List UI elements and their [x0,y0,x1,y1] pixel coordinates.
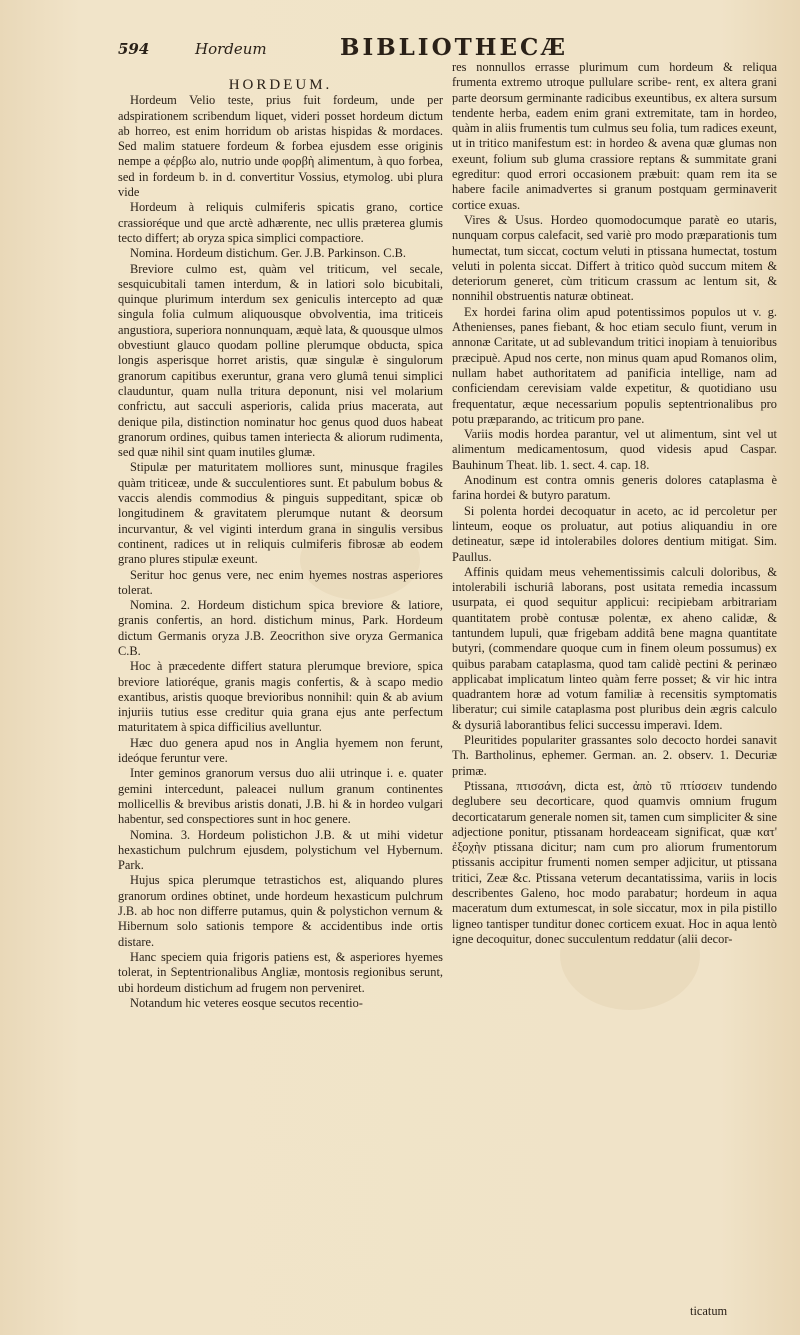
paragraph: Nomina. 3. Hordeum polistichon J.B. & ut mihi videtur hexastichum pulchrum ejusdem, polystichum vel Hybernum. Park. [118,827,443,873]
paragraph: Pleuritides populariter grassantes solo decocto hordei sanavit Th. Bartholinus, ephemer. German. an. 2. observ. 1. Decuriæ primæ. [452,733,777,778]
paragraph: Variis modis hordea parantur, vel ut alimentum, sint vel ut alimentum medicamentosum, quod videsis apud Caspar. Bauhinum Theat. lib. 1. sect. 4. cap. 18. [452,427,777,472]
right-column [452,60,777,947]
paragraph: Hanc speciem quia frigoris patiens est, & asperiores hyemes tolerat, in Septentrionalibus Angliæ, montosis regionibus serunt, ubi hordeum distichum ad frugem non perveniret. [118,949,443,995]
paragraph: Ptissana, πτισσάνη, dicta est, ἀπὸ τῦ πτίσσειν tundendo deglubere seu decorticare, quod quamvis omnium frugum decorticatarum generale nomen sit, tamen cum simpliciter & sine adjectione ponitur, ptissanam hordeaceam significat, quæ κατ' ἐξοχὴν ptissana dicitur; nam cum pro aliorum frumentorum ptissanis accipitur frumenti nomen semper adjicitur, ut ptissana tritici, Zeæ &c. Ptissana veterum decantatissima, variis in locis describentes Galeno, hoc modo parabatur; hordeum in aqua maceratum dum extumescat, in sole siccatur, mox in pila pistillo ligneo tantisper tunditur donec corticem exuat. Hoc in aqua lentò igne decoquitur, donec succulentum reddatur (alii decor- [452,778,777,946]
paragraph: Vires & Usus. Hordeo quomodocumque paratè eo utaris, nunquam corpus calefacit, sed variè pro modo præparationis tum humectat, tum siccat, coctum veluti in ptissana humectat, tostum veluti in polenta siccat. Differt à tritico quòd succum mitem & deteriorum generet, cùm triticum crassum ac lentum sit, & nonnihil obstruentis naturæ obtineat. [452,212,777,304]
paragraph: Nomina. 2. Hordeum distichum spica breviore & latiore, granis confertis, an hord. distichum minus, Park. Hordeum dictum Germanis oryza J.B. Zeocrithon sive oryza Germanica C.B. [118,598,443,658]
section-title: HORDEUM. [228,77,333,93]
paragraph: Affinis quidam meus vehementissimis calculi doloribus, & intolerabili ischuriâ laborans, post usitata remedia incassum usurpata, ei quod sequitur applicui: recipiebam arbitrariam quantitatem probè contusæ polentæ, ex aheno calidæ, & tantundem lupuli, quæ frigebam additâ bene magna quantitate butyri, (commendare quoque cum in finem oleum possumus) ex quibus parabam cataplasma, quod tam calidè pectini & perinæo applicabat implicatum linteo quàm ferre posset; & vir hic intra quadrantem horæ ad votum familiæ à recensitis symptomatis liberatur; cui simile cataplasma post pluribus dein ægris calculo & dysuriâ laborantibus felici successu imperavi. Idem. [452,564,777,732]
paragraph: Hordeum Velio teste, prius fuit fordeum, unde per adspirationem scribendum liquet, videri posset hordeum dictum ab horreo, est enim horridum ob aristas hispidas & mordaces. Sed malim statuere fordeum & forbea ejusdem esse originis nempe a φέρβω alo, nutrio unde φορβὴ alimentum, à quo forbea, sed in fordeum b. in d. convertitur Vossius, etymolog. ubi plura vide [118,93,443,200]
paragraph: Breviore culmo est, quàm vel triticum, vel secale, sesquicubitali tamen interdum, & in latiori solo bicubitali, quinque plurimum interdum sex geniculis intercepto ad quæ singula folia culmum aliquousque obvolventia, ima triticeis angustiora, superiora nonnunquam, æquè lata, & quousque ulmos obvestiunt glauco quodam polline plerumque obducta, spica longis asperisque horret aristis, quæ singulæ è singulorum granorum capitibus exeruntur, grana vero glumâ tenui simplici clauduntur, quam nulla tritura deponunt, nisi vel molarium confrictu, aut sacculi asperioris, calida prius macerata, aut denique pila, distinction nominatur hoc genus quod duos habeat granorum ordines, quibus tamen interiecta & aliorum rudimenta, sed quæ nihil sint quam inutiles glumæ. [118,261,443,460]
paragraph: Nomina. Hordeum distichum. Ger. J.B. Parkinson. C.B. [130,246,407,261]
paragraph: Hordeum à reliquis culmiferis spicatis grano, cortice crassioréque und que arctè adhærente, nec ullis præterea glumis tecto differt; ab oryza spica simplici compactiore. [118,200,443,245]
book-title: BIBLIOTHECÆ [340,34,569,61]
paragraph: Stipulæ per maturitatem molliores sunt, minusque fragiles quàm triticeæ, unde & succulentiores sunt. Et pabulum bobus & vaccis alendis commodius & pinguis suppeditant, spicæ ob longitudinem & gravitatem plerumque nutant & deorsum incurvantur, & vel viginti interdum grana in singulis versibus continent, radices ut in reliquis culmiferis fibrosæ ab eodem grano plures stipulæ exeunt. [118,460,443,567]
running-head: Hordeum [195,40,267,58]
catchword: ticatum [690,1304,728,1318]
paragraph: res nonnullos errasse plurimum cum hordeum & reliqua frumenta extremo utroque pullulare scribe- rent, ex altera grani parte deorsum germinante radicibus exeuntibus, ex altera sursum tendente herba, eadem enim grani extremitate, tam in hordeo, quàm in aliis frumentis tum culmus seu folia, tum radices exeunt, ut in tritico manifestum est: in hordeo & avena quæ glumas non exeunt, folium sub gluma crassiore reptans & summitate grani egreditur: quod errori occasionem præbuit: quam rem ita se habere facile animadvertes si granum postquam germinaverit cortice exuas. [452,60,777,212]
paragraph: Hujus spica plerumque tetrastichos est, aliquando plures granorum ordines obtinet, unde hordeum hexasticum pulchrum J.B. ab hoc non differre putamus, quin & polystichon vernum & Hibernum solo sationis tempore & accidentibus inde ortis distare. [118,873,443,949]
left-column [118,78,443,1011]
paragraph: Ex hordei farina olim apud potentissimos populos ut v. g. Athenienses, panes fiebant, & hoc etiam seculo fiunt, verum in annonæ Caritate, ut ad sublevandum tritici inopiam à tenuioribus præcipuè. Apud nos certe, non minus quam apud Romanos olim, nullam habet authoritatem ad panificia intellige, nam ad conficiendam cerevisiam valde expetitur, & quotidiano usu frequentatur, æque necessarium populis septentrionalibus pro potu præparando, ac triticum pro pane. [452,304,777,426]
paragraph: Hæc duo genera apud nos in Anglia hyemem non ferunt, ideóque feruntur vere. [118,735,443,766]
paragraph: Si polenta hordei decoquatur in aceto, ac id percoletur per linteum, eoque os proluatur, aut potius aliquandiu in ore detineatur, sæpe id intolerabiles dolores dentium mitigat. Sim. Paullus. [452,503,777,564]
paragraph: Notandum hic veteres eosque secutos recentio- [130,995,363,1010]
paragraph: Inter geminos granorum versus duo alii utrinque i. e. quater gemini intercedunt, paleacei nullum granum continentes mollicellis & brevibus aristis donati, J.B. hi & in hordeo vulgari habentur, sed conspectiores sunt in hoc genere. [118,766,443,827]
paragraph: Seritur hoc genus vere, nec enim hyemes nostras asperiores tolerat. [118,567,443,597]
paragraph: Anodinum est contra omnis generis dolores cataplasma è farina hordei & butyro paratum. [452,473,777,503]
paragraph: Hoc à præcedente differt statura plerumque breviore, spica breviore latioréque, granis magis confertis, & à scapo medio exantibus, aristis quoque brevioribus nonnihil: quin & ab avium injuriis tutius esse creditur quia grana ejus ante perfectum maturitatem à spica difficilius avelluntur. [118,659,443,735]
page-number: 594 [118,40,150,58]
